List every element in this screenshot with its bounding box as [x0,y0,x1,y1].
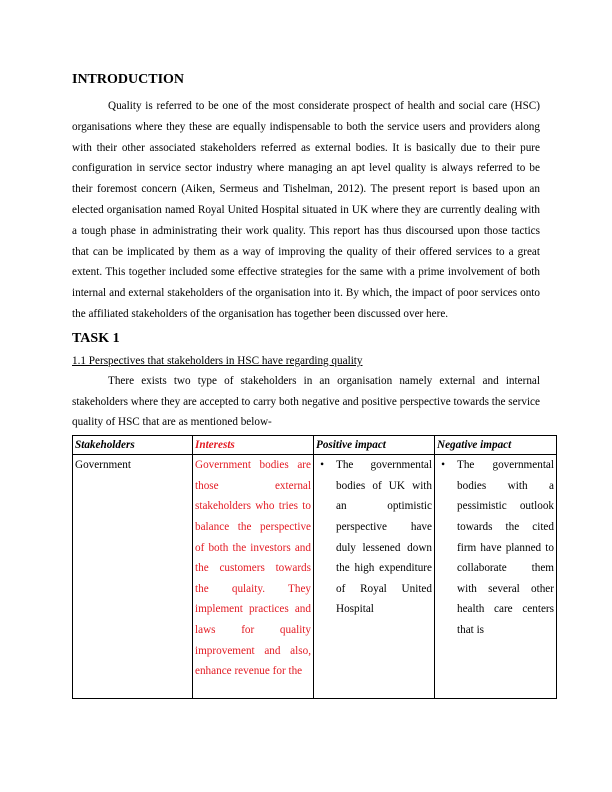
header-stakeholders: Stakeholders [73,436,193,455]
bullet-icon: • [441,459,445,472]
cell-positive-impact [314,455,435,699]
task-paragraph: There exists two type of stakeholders in an organisation namely external and internal stakeholders where they are accepted to carry both negative and positive perspective towards the service quality of HSC that are as mentioned below- [72,374,540,429]
intro-paragraph: Quality is referred to be one of the most considerate prospect of health and social care (HSC) organisations where they these are equally indispensable to both the service users and providers along with their other associated stakeholders referred as external bodies. It is basically due to their pure configuration in service sector industry where managing an apt level quality is always referred to be their foremost concern (Aiken, Sermeus and Tishelman, 2012). The present report is based upon an elected organisation named Royal United Hospital situated in UK where they are currently dealing with a tough phase in administrating their work quality. This report has thus discoursed upon those tactics that can be implicated by them as a way of improving the quality of their offered services to a great extent. This together included some effective strategies for the same with a prime involvement of both internal and external stakeholders of the organisation into it. By which, the impact of poor services onto the affiliated stakeholders of the organisation has together been discussed over here. [72,100,540,320]
header-positive-impact: Positive impact [314,436,435,455]
table-header-row [73,436,557,455]
task-subheading: 1.1 Perspectives that stakeholders in HSC have regarding quality [72,354,363,367]
cell-negative-impact [435,455,557,699]
stakeholder-table [72,435,557,699]
bullet-icon: • [320,459,324,472]
table-row [73,455,557,699]
positive-impact-text: The governmental bodies of UK with an optimistic perspective have duly lessened down the high expenditure of Royal United Hospital [336,459,432,616]
header-interests: Interests [193,436,314,455]
cell-interests: Government bodies are those external stakeholders who tries to balance the perspective of both the investors and the customers towards the qulaity. They implement practices and laws for quality improvement and also, enhance revenue for the [193,455,314,699]
cell-stakeholder: Government [73,455,193,699]
header-negative-impact: Negative impact [435,436,557,455]
intro-heading: INTRODUCTION [72,72,185,87]
task-heading: TASK 1 [72,330,120,346]
negative-impact-text: The governmental bodies with a pessimistic outlook towards the cited firm have planned to collaborate them with several other health care centers that is [457,459,554,636]
document-page [72,70,554,699]
